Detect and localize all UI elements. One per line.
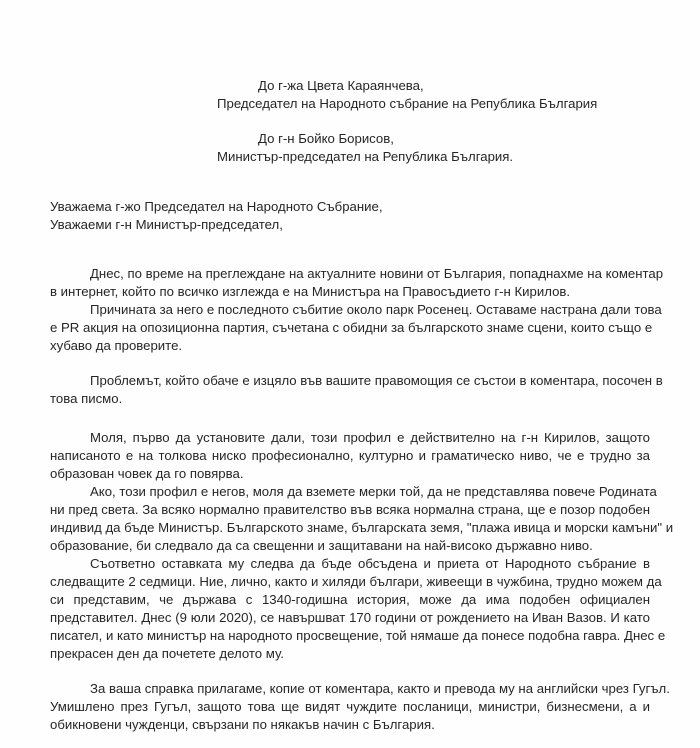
paragraph-line: прекрасен ден да почетете делото му. [50,646,284,661]
paragraph-line: представител. Днес (9 юли 2020), се навършват 170 години от рождението на Иван Вазов. И като [50,610,650,625]
paragraph-line: образован човек да го повярва. [50,466,244,481]
paragraph-line: образование, би следвало да са свещенни и защитавани на най-високо държавно ниво. [50,538,593,553]
paragraph-line: Съответно оставката му следва да бъде обсъдена и приета от Народното събрание в [90,556,650,571]
addressee-1-name: До г-жа Цвета Караянчева, [258,78,424,93]
addressee-2-title: Министър-председател на Република България. [217,149,514,164]
paragraph-line: написаното е на толкова ниско професионално, културно и граматическо ниво, че е трудно за [50,448,650,463]
paragraph-line: е PR акция на опозиционна партия, съчетана с обидни за българското знаме сцени, които също е [50,320,653,335]
paragraph-line: си представим, че държава с 1340-годишна история, може да има подобен официален [50,592,650,607]
paragraph-line: За ваша справка прилагаме, копие от коментара, както и превода му на английски чрез Гугъл. [90,681,670,696]
salutation-line-2: Уважаеми г-н Министър-председател, [50,217,283,232]
paragraph-line: Причината за него е последното събитие около парк Росенец. Оставаме настрана дали това [90,302,662,317]
paragraph-line: ни пред света. За всяко нормално правителство във всяка нормална страна, ще е позор подобен [50,502,650,517]
paragraph-line: Днес, по време на преглеждане на актуалните новини от България, попаднахме на коментар [90,266,664,281]
paragraph-line: следващите 2 седмици. Ние, лично, както и хиляди българи, живеещи в чужбина, трудно можем да [50,574,662,589]
paragraph-line: в интернет, който по всичко изглежда е на Министъра на Правосъдието г-н Кирилов. [50,284,571,299]
paragraph-line: хубаво да проверите. [50,338,183,353]
addressee-2-name: До г-н Бойко Борисов, [258,131,394,146]
paragraph-line: Ако, този профил е негов, моля да вземете мерки той, да не представлява повече Родината [90,484,657,499]
paragraph-line: това писмо. [50,391,123,406]
paragraph-line: Умишлено през Гугъл, защото това ще видят чуждите посланици, министри, бизнесмени, а и [50,699,650,714]
paragraph-line: Моля, първо да установите дали, този профил е действително на г-н Кирилов, защото [90,430,650,445]
addressee-1-title: Председател на Народното събрание на Република България [217,96,598,111]
paragraph-line: обикновени чужденци, свързани по някакъв начин с България. [50,717,435,732]
paragraph-line: Проблемът, който обаче е изцяло във вашите правомощия се състои в коментара, посочен в [90,373,663,388]
salutation-line-1: Уважаема г-жо Председател на Народното Събрание, [50,199,383,214]
paragraph-line: писател, и като министър на народното просвещение, той нямаше да понесе подобна гавра. Днес е [50,628,666,643]
paragraph-line: индивид да бъде Министър. Българското знаме, българската земя, "плажа ивица и морски камъни" и [50,520,674,535]
